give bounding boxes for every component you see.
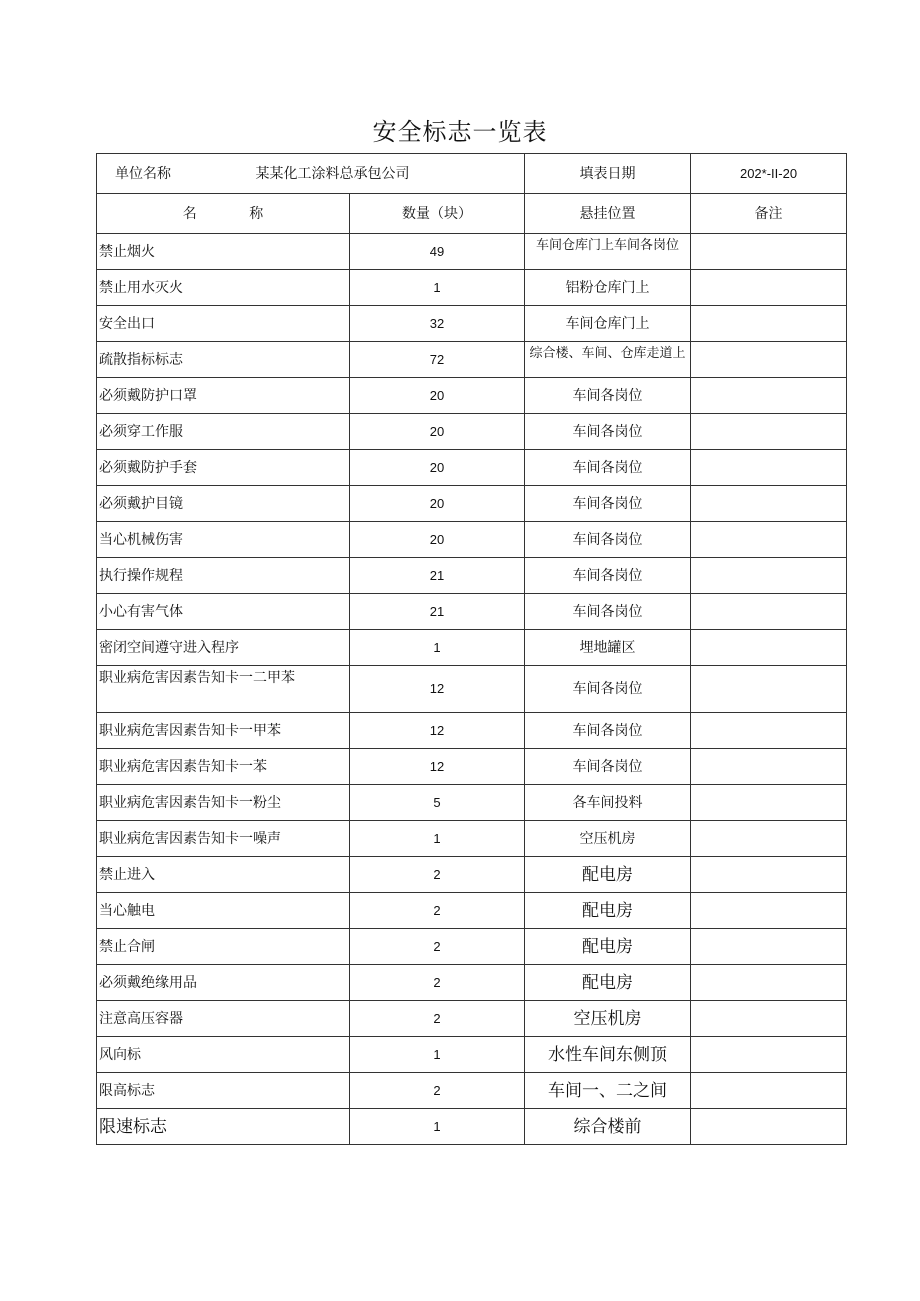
sign-quantity: 20	[350, 378, 525, 414]
sign-remark	[691, 713, 847, 749]
sign-location: 车间各岗位	[525, 749, 691, 785]
col-header-qty: 数量（块）	[350, 194, 525, 234]
sign-location	[525, 234, 691, 270]
sign-remark	[691, 270, 847, 306]
date-value: 202*-II-20	[691, 154, 847, 194]
sign-quantity: 1	[350, 821, 525, 857]
sign-location-text: 综合楼、车间、仓库走道上	[529, 345, 686, 361]
sign-location: 水性车间东侧顶	[525, 1037, 691, 1073]
sign-remark	[691, 749, 847, 785]
signs-table	[96, 153, 847, 1145]
sign-name: 必须戴绝缘用品	[97, 965, 350, 1001]
table-row	[97, 893, 847, 929]
sign-quantity: 20	[350, 450, 525, 486]
sign-quantity: 72	[350, 342, 525, 378]
sign-quantity: 2	[350, 893, 525, 929]
sign-name: 必须戴护目镜	[97, 486, 350, 522]
sign-location: 配电房	[525, 929, 691, 965]
sign-quantity: 2	[350, 929, 525, 965]
col-header-remark: 备注	[691, 194, 847, 234]
table-row	[97, 749, 847, 785]
sign-location: 配电房	[525, 857, 691, 893]
date-label: 填表日期	[525, 154, 691, 194]
table-row	[97, 630, 847, 666]
sign-location: 车间一、二之间	[525, 1073, 691, 1109]
sign-name: 禁止烟火	[97, 234, 350, 270]
sign-location: 车间各岗位	[525, 558, 691, 594]
table-row	[97, 378, 847, 414]
sign-quantity: 1	[350, 1109, 525, 1145]
sign-remark	[691, 234, 847, 270]
sign-quantity: 20	[350, 486, 525, 522]
sign-quantity: 2	[350, 857, 525, 893]
sign-remark	[691, 1037, 847, 1073]
table-row	[97, 522, 847, 558]
table-row	[97, 450, 847, 486]
sign-name: 小心有害气体	[97, 594, 350, 630]
table-row	[97, 713, 847, 749]
sign-location: 空压机房	[525, 821, 691, 857]
table-row	[97, 270, 847, 306]
sign-remark	[691, 342, 847, 378]
sign-quantity: 21	[350, 594, 525, 630]
sign-name: 限高标志	[97, 1073, 350, 1109]
sign-remark	[691, 306, 847, 342]
table-row	[97, 414, 847, 450]
sign-location: 车间各岗位	[525, 666, 691, 713]
sign-name: 疏散指标标志	[97, 342, 350, 378]
sign-remark	[691, 630, 847, 666]
sign-quantity: 32	[350, 306, 525, 342]
sign-location: 配电房	[525, 965, 691, 1001]
unit-label: 单位名称	[115, 165, 171, 182]
sign-name: 禁止用水灭火	[97, 270, 350, 306]
sign-remark	[691, 857, 847, 893]
sign-quantity: 12	[350, 749, 525, 785]
sign-quantity: 12	[350, 713, 525, 749]
sign-name: 注意高压容器	[97, 1001, 350, 1037]
sign-remark	[691, 378, 847, 414]
table-row	[97, 1001, 847, 1037]
sign-location: 车间各岗位	[525, 486, 691, 522]
sign-name: 职业病危害因素告知卡一甲苯	[97, 713, 350, 749]
sign-location: 车间各岗位	[525, 414, 691, 450]
sign-remark	[691, 1109, 847, 1145]
header-row	[97, 154, 847, 194]
sign-location: 综合楼前	[525, 1109, 691, 1145]
sign-location: 车间各岗位	[525, 594, 691, 630]
col-header-location: 悬挂位置	[525, 194, 691, 234]
sign-remark	[691, 414, 847, 450]
sign-location: 车间各岗位	[525, 713, 691, 749]
sign-location: 空压机房	[525, 1001, 691, 1037]
table-row	[97, 558, 847, 594]
sign-location: 车间各岗位	[525, 522, 691, 558]
col-header-name	[97, 194, 350, 234]
sign-quantity: 1	[350, 1037, 525, 1073]
sign-quantity: 49	[350, 234, 525, 270]
sign-name: 职业病危害因素告知卡一噪声	[97, 821, 350, 857]
table-row	[97, 342, 847, 378]
table-row	[97, 234, 847, 270]
sign-name: 当心机械伤害	[97, 522, 350, 558]
table-row	[97, 1037, 847, 1073]
sign-remark	[691, 558, 847, 594]
table-row	[97, 594, 847, 630]
sign-quantity: 2	[350, 1073, 525, 1109]
page-title: 安全标志一览表	[372, 118, 548, 146]
table-row	[97, 1073, 847, 1109]
table-row	[97, 821, 847, 857]
sign-quantity: 12	[350, 666, 525, 713]
unit-value: 某某化工涂料总承包公司	[255, 165, 410, 182]
table-row	[97, 306, 847, 342]
sign-name: 密闭空间遵守进入程序	[97, 630, 350, 666]
sign-quantity: 21	[350, 558, 525, 594]
unit-cell	[97, 154, 525, 194]
sign-quantity: 2	[350, 1001, 525, 1037]
col-header-name-a: 名	[182, 205, 197, 222]
sign-name: 必须戴防护口罩	[97, 378, 350, 414]
sign-location: 车间仓库门上	[525, 306, 691, 342]
sign-name: 风向标	[97, 1037, 350, 1073]
table-row	[97, 965, 847, 1001]
sign-location: 埋地罐区	[525, 630, 691, 666]
sign-name: 禁止合闸	[97, 929, 350, 965]
sign-name: 限速标志	[97, 1109, 350, 1145]
sign-name: 必须穿工作服	[97, 414, 350, 450]
col-header-name-b: 称	[249, 205, 264, 222]
sign-location: 车间各岗位	[525, 378, 691, 414]
table-row	[97, 785, 847, 821]
sign-quantity: 1	[350, 270, 525, 306]
sign-remark	[691, 965, 847, 1001]
sign-location: 车间各岗位	[525, 450, 691, 486]
sign-location-text: 车间仓库门上车间各岗位	[536, 237, 680, 253]
sign-remark	[691, 1001, 847, 1037]
sign-location: 铝粉仓库门上	[525, 270, 691, 306]
sign-remark	[691, 785, 847, 821]
sign-quantity: 5	[350, 785, 525, 821]
sign-quantity: 20	[350, 522, 525, 558]
sign-remark	[691, 486, 847, 522]
sign-location: 配电房	[525, 893, 691, 929]
sign-remark	[691, 1073, 847, 1109]
sign-name: 必须戴防护手套	[97, 450, 350, 486]
sign-remark	[691, 666, 847, 713]
sign-remark	[691, 893, 847, 929]
sign-remark	[691, 821, 847, 857]
sign-name: 执行操作规程	[97, 558, 350, 594]
sign-quantity: 20	[350, 414, 525, 450]
column-header-row	[97, 194, 847, 234]
sign-name: 职业病危害因素告知卡一苯	[97, 749, 350, 785]
sign-location: 各车间投料	[525, 785, 691, 821]
sign-name: 职业病危害因素告知卡一二甲苯	[97, 666, 350, 713]
sign-remark	[691, 450, 847, 486]
sign-quantity: 2	[350, 965, 525, 1001]
sign-location	[525, 342, 691, 378]
sign-name: 当心触电	[97, 893, 350, 929]
sign-name: 职业病危害因素告知卡一粉尘	[97, 785, 350, 821]
table-row	[97, 929, 847, 965]
table-row	[97, 1109, 847, 1145]
table-row	[97, 486, 847, 522]
table-row	[97, 666, 847, 713]
sign-remark	[691, 522, 847, 558]
sign-remark	[691, 594, 847, 630]
sign-name: 禁止进入	[97, 857, 350, 893]
sign-remark	[691, 929, 847, 965]
sign-name: 安全出口	[97, 306, 350, 342]
table-row	[97, 857, 847, 893]
sign-quantity: 1	[350, 630, 525, 666]
